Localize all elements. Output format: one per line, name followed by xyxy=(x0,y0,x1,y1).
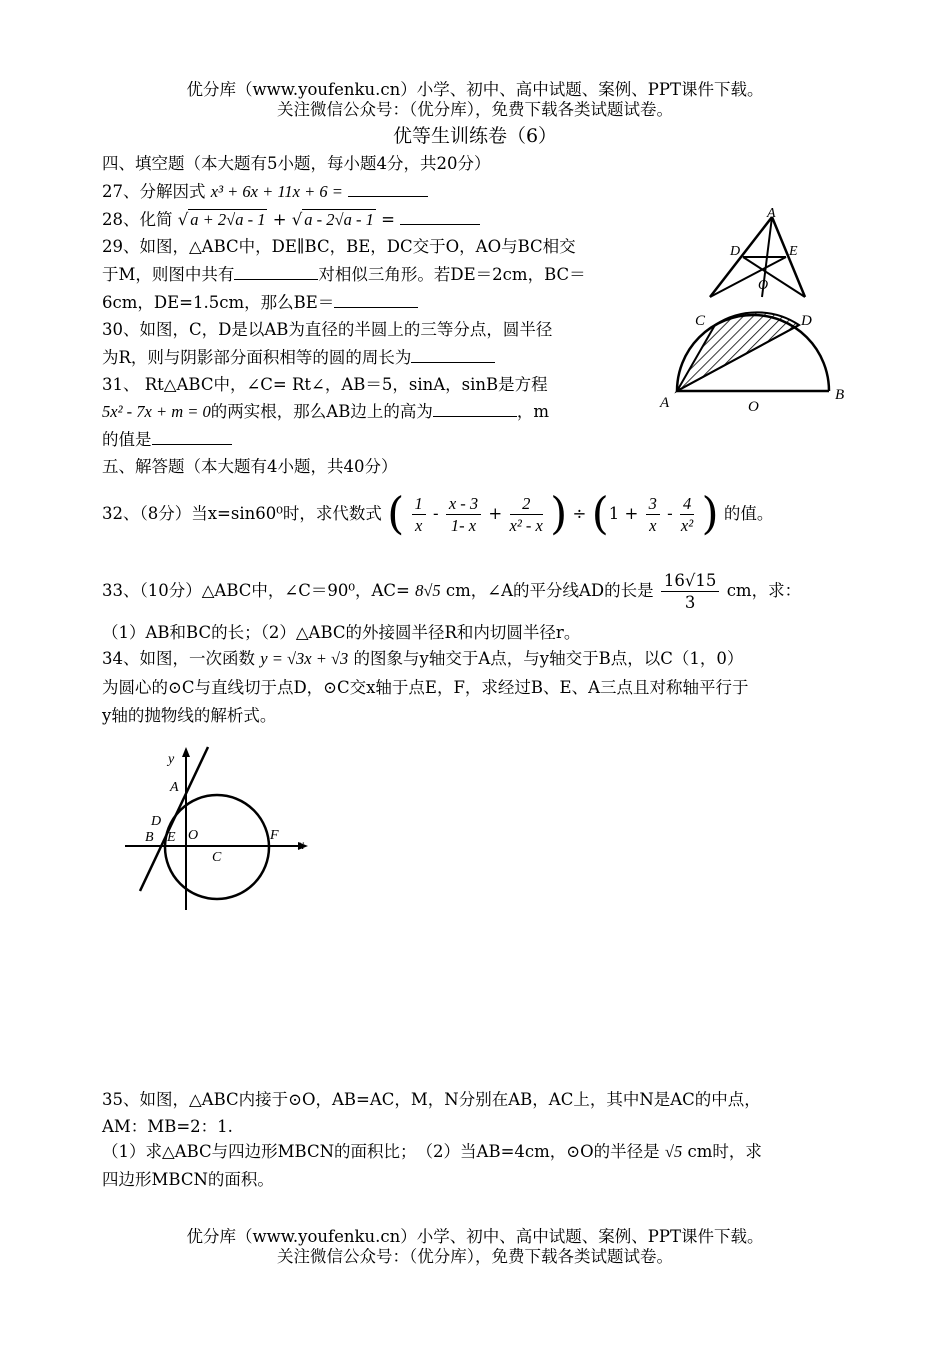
q33-part-c: cm，求： xyxy=(726,581,802,600)
q29-blank-1[interactable] xyxy=(234,279,318,280)
fig30-label-a: A xyxy=(660,395,670,411)
fig30-label-o: O xyxy=(748,399,759,415)
q29-line-3-text: 6cm，DE=1.5cm，那么BE＝ xyxy=(102,293,335,312)
q31-equation: 5x² - 7x + m = 0 xyxy=(102,402,211,421)
figure-q29-triangle xyxy=(700,205,810,300)
q31-line-2-tail: ，m xyxy=(516,402,549,421)
fig34-label-d: D xyxy=(151,814,162,829)
fig29-label-e: E xyxy=(789,244,798,259)
q27-answer-blank[interactable] xyxy=(348,196,428,197)
fig34-label-f: F xyxy=(270,828,279,843)
q33-part-b: cm，∠A的平分线AD的长是 xyxy=(445,581,654,600)
q28-answer-blank[interactable] xyxy=(400,224,480,225)
footer-line-1: 优分库（www.youfenku.cn）小学、初中、高中试题、案例、PPT课件下载。 xyxy=(186,1227,764,1246)
q35-line-3 xyxy=(102,1138,762,1162)
q35-line-2: AM：MB=2：1. xyxy=(102,1117,233,1136)
q28-prefix: 28、化简 xyxy=(102,210,173,229)
fig34-label-e: E xyxy=(167,830,176,845)
q27-expression: x³ + 6x + 11x + 6 = xyxy=(210,182,343,201)
q27-prefix: 27、分解因式 xyxy=(102,182,206,201)
q30-blank[interactable] xyxy=(411,362,495,363)
q33-line-1 xyxy=(102,570,801,613)
section5-heading: 五、解答题（本大题有4小题，共40分） xyxy=(102,457,398,476)
q33-ad-denominator: 3 xyxy=(684,593,696,612)
fig34-label-o: O xyxy=(188,828,199,843)
q35-radius: √5 xyxy=(664,1142,683,1161)
figure-q30-semicircle xyxy=(655,305,855,415)
q31-blank-2[interactable] xyxy=(152,444,232,445)
question-32: 32、（8分）当x=sin60⁰时，求代数式 ( $\frac{1}{x}$ - $\frac{x - 3}{1- x}$ + $\frac{2}{\text{x² - x}}$ ) ÷ (1 + $\frac{3}{x}$ - $\frac{4}{\text{x²}}$ ) 的值。 xyxy=(102,488,774,540)
question-27 xyxy=(102,178,428,202)
fig34-label-a: A xyxy=(170,780,179,795)
question-28: 28、化简 √ a + 2√a - 1 + √ a - 2√a - 1 = xyxy=(102,206,480,230)
q32-suffix: 的值。 xyxy=(723,504,774,523)
q31-line-1: 31、 Rt△ABC中，∠C= Rt∠，AB＝5，sinA，sinB是方程 xyxy=(102,375,548,394)
q31-blank-1[interactable] xyxy=(433,416,517,417)
q30-line-2 xyxy=(102,344,495,368)
q28-suffix: = xyxy=(381,210,395,229)
q34-function: y = √3x + √3 xyxy=(260,649,349,668)
q29-line-2-part-a: 于M，则图中共有 xyxy=(102,265,235,284)
q34-part-a: 34、如图，一次函数 xyxy=(102,649,255,668)
q35-line-1: 35、如图，△ABC内接于⊙O，AB=AC，M，N分别在AB，AC上，其中N是AC的中点， xyxy=(102,1090,761,1109)
q33-ac-value: 8√5 xyxy=(415,581,441,600)
q29-blank-2[interactable] xyxy=(334,307,418,308)
fig34-label-x: x xyxy=(298,838,305,853)
fig30-label-c: C xyxy=(695,313,706,329)
fig30-label-b: B xyxy=(835,387,845,403)
q34-line-2: 为圆心的⊙C与直线切于点D，⊙C交x轴于点E，F，求经过B、E、A三点且对称轴平行于 xyxy=(102,678,749,697)
footer-line-2: 关注微信公众号：（优分库），免费下载各类试题试卷。 xyxy=(277,1247,673,1266)
q33-line-2: （1）AB和BC的长；（2）△ABC的外接圆半径R和内切圆半径r。 xyxy=(102,623,581,642)
q28-radicand-a: a + 2√a - 1 xyxy=(190,210,266,229)
page-title: 优等生训练卷（6） xyxy=(392,125,558,147)
q29-line-2 xyxy=(102,261,586,285)
q28-radicand-b: a - 2√a - 1 xyxy=(304,210,374,229)
section4-heading: 四、填空题（本大题有5小题，每小题4分，共20分） xyxy=(102,154,491,173)
q33-ad-numerator: 16√15 xyxy=(661,570,720,592)
q30-line-1: 30、如图，C，D是以AB为直径的半圆上的三等分点，圆半径 xyxy=(102,320,553,339)
header-line-1: 优分库（www.youfenku.cn）小学、初中、高中试题、案例、PPT课件下载。 xyxy=(186,80,764,99)
q31-line-2-text: 的两实根，那么AB边上的高为 xyxy=(210,402,433,421)
q35-part-a: （1）求△ABC与四边形MBCN的面积比； （2）当AB=4cm，⊙O的半径是 xyxy=(102,1142,660,1161)
fig30-label-d: D xyxy=(801,313,812,329)
q29-line-1: 29、如图，△ABC中，DE∥BC，BE，DC交于O，AO与BC相交 xyxy=(102,237,576,256)
fig29-label-o: O xyxy=(758,278,769,293)
q29-line-3 xyxy=(102,289,418,313)
fig34-label-c: C xyxy=(212,850,222,865)
q34-line-1 xyxy=(102,645,743,669)
q35-line-4: 四边形MBCN的面积。 xyxy=(102,1170,274,1189)
q31-line-3 xyxy=(102,426,232,450)
q29-line-2-part-b: 对相似三角形。若DE＝2cm，BC＝ xyxy=(318,265,586,284)
q31-line-2 xyxy=(102,398,549,422)
fig34-label-b: B xyxy=(145,830,154,845)
fig29-label-a: A xyxy=(767,206,776,221)
q31-line-3-text: 的值是 xyxy=(102,430,152,449)
header-line-2: 关注微信公众号：（优分库），免费下载各类试题试卷。 xyxy=(277,100,673,119)
fig29-label-d: D xyxy=(730,244,741,259)
q33-part-a: 33、（10分）△ABC中，∠C＝90⁰，AC= xyxy=(102,581,410,600)
q34-part-b: 的图象与y轴交于A点，与y轴交于B点，以C（1，0） xyxy=(353,649,744,668)
q32-prefix: 32、（8分）当x=sin60⁰时，求代数式 xyxy=(102,504,382,523)
fig34-label-y: y xyxy=(168,752,175,767)
q30-line-2-text: 为R，则与阴影部分面积相等的圆的周长为 xyxy=(102,348,412,367)
q34-line-3: y轴的抛物线的解析式。 xyxy=(102,706,277,725)
q35-part-b: cm时，求 xyxy=(687,1142,762,1161)
figure-q34-circle xyxy=(120,745,320,915)
